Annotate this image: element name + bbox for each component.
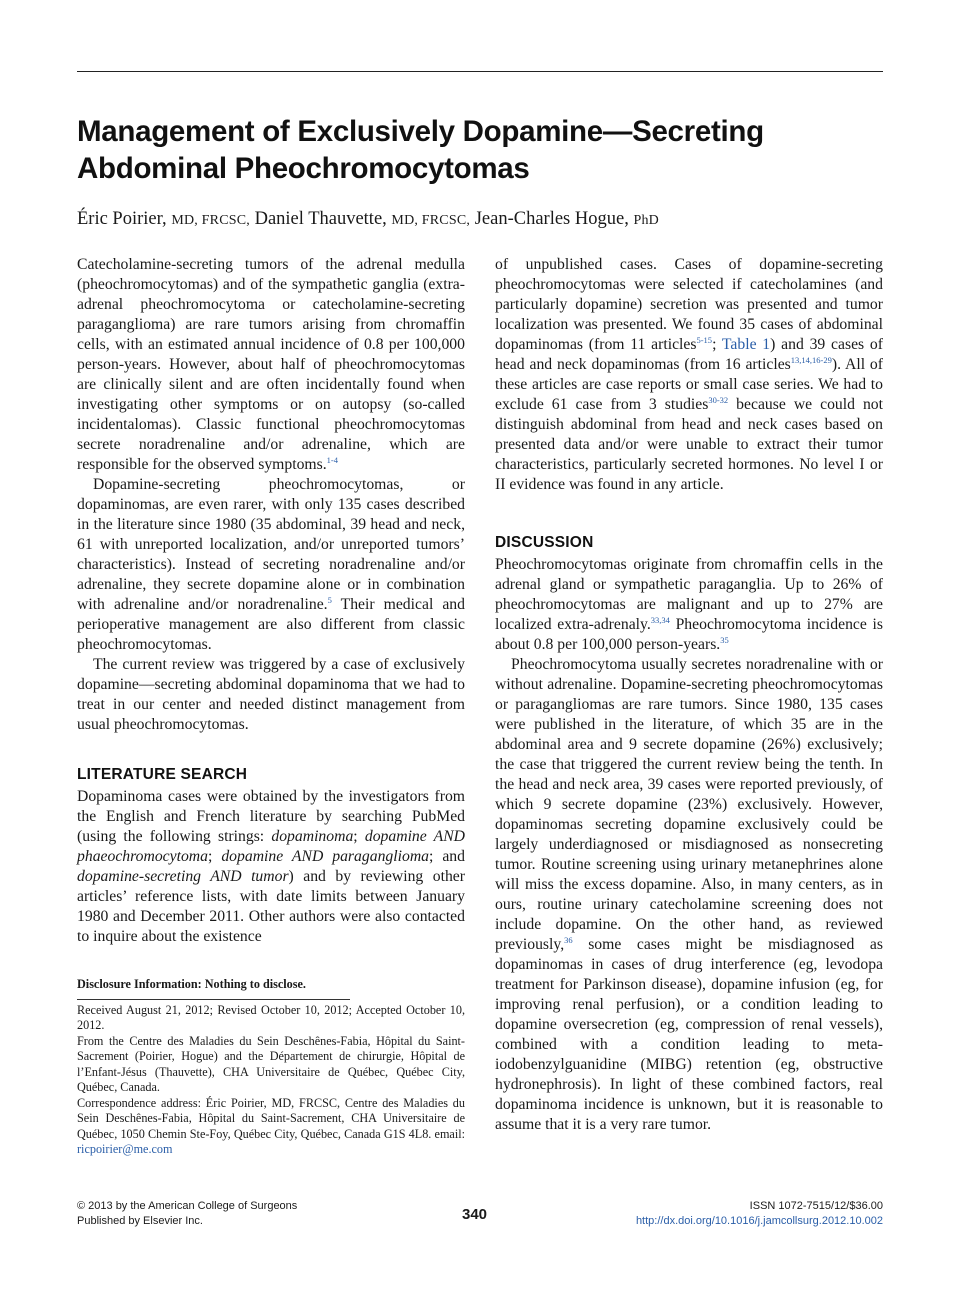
footnotes bbox=[77, 977, 465, 1158]
intro-paragraph-2: Dopamine-secreting pheochromocytomas, or dopaminomas, are even rarer, with only 135 cases described in the literature since 1980 (35 abdominal, 39 head and neck, 61 with unreported localization, and/or unreported tumors’ characteristics). Instead of secreting noradrenaline and/or adrenaline, they secrete dopamine alone or in combination with adrenaline and/or noradrenaline.$^5$ Their medical and perioperative management are also different from classic pheochromocytomas. bbox=[77, 476, 465, 653]
citation-link[interactable]: 5-15 bbox=[696, 334, 713, 345]
section-heading-discussion: DISCUSSION bbox=[495, 534, 594, 551]
email-link[interactable]: ricpoirier@me.com bbox=[77, 1142, 173, 1156]
citation-link[interactable]: 30-32 bbox=[708, 394, 729, 405]
top-rule bbox=[77, 71, 883, 72]
author-degrees: MD, FRCSC, bbox=[391, 213, 471, 228]
author-degrees: MD, FRCSC, bbox=[171, 213, 250, 228]
correspondence: Correspondence address: Éric Poirier, MD, FRCSC, Centre des Maladies du Sein Deschênes-Fabia, Hôpital du Saint-Sacrement, CHA Universitaire de Québec, 1050 Chemin Ste-Foy, Québec City, Québec, Canada G1S 4L8. email: ricpoirier@me.com bbox=[77, 1095, 465, 1156]
doi-link[interactable]: http://dx.doi.org/10.1016/j.jamcollsurg.2012.10.002 bbox=[635, 1215, 883, 1227]
citation-link[interactable]: 36 bbox=[564, 934, 573, 945]
citation-link[interactable]: 1-4 bbox=[326, 454, 338, 465]
left-column bbox=[77, 255, 465, 947]
author-list bbox=[77, 209, 883, 230]
discussion-paragraph-1: Pheochromocytomas originate from chromaffin cells in the adrenal gland or sympathetic paraganglia. Up to 26% of pheochromocytomas are malignant and up to 27% are localized extra-adrenaly.$^{33,34}$ Pheochromocytoma incidence is about 0.8 per 100,000 person-years.$^{35}$ bbox=[495, 556, 883, 653]
right-column bbox=[495, 255, 883, 1135]
page-number: 340 bbox=[462, 1206, 488, 1223]
discussion-paragraph-2: Pheochromocytoma usually secretes noradrenaline with or without adrenaline. Dopamine-secreting pheochromocytomas or paragangliomas are rare tumors. Since 1980, 135 cases were published in the literature, of which 35 are in the abdominal area and 9 secrete dopamine (26%) exclusively; the case that triggered the current review being the tenth. In the head and neck area, 39 cases were reported previously, of which 9 secrete dopamine (23%) exclusively. However, dopaminomas secreting dopamine exclusively could be largely underdiagnosed or misdiagnosed as nonsecreting tumor. Routine screening using urinary metanephrines alone will miss the excess dopamine. Also, in many centers, as in ours, routine urinary catecholamine screening does not include dopamine. On the other hand, as reviewed previously,$^{36}$ some cases might be misdiagnosed as dopaminomas in cases of drug interference (eg, levodopa treatment for Parkinson disease), dopamine infusion (eg, for improving renal perfusion), or a condition leading to dopamine oversecretion (eg, compression of renal vessels), combined with a condition leading to meta-iodobenzylguanidine (MIBG) retention (eg, obstructive hydronephrosis). In light of these combined factors, real dopaminoma incidence is unknown, but it is reasonable to assume that it is a very rare tumor. bbox=[495, 656, 883, 1133]
received-dates: Received August 21, 2012; Revised October 10, 2012; Accepted October 10, 2012. bbox=[77, 1002, 465, 1032]
author-degrees: PhD bbox=[633, 213, 659, 228]
title-line-1: Management of Exclusively Dopamine—Secreting bbox=[77, 115, 764, 148]
citation-link[interactable]: 33,34 bbox=[650, 614, 670, 625]
literature-paragraph: Dopaminoma cases were obtained by the investigators from the English and French literature by searching PubMed (using the following strings: dopaminoma; dopamine AND phaeochromocytoma; dopamine AND paraganglioma; and dopamine-secreting AND tumor) and by reviewing other articles’ reference lists, with date limits between January 1980 and December 2011. Other authors were also contacted to inquire about the existence bbox=[77, 788, 466, 945]
table-link[interactable]: Table 1 bbox=[721, 336, 771, 353]
footer-left bbox=[77, 1199, 297, 1229]
copyright: © 2013 by the American College of Surgeons bbox=[77, 1200, 298, 1212]
footer-right bbox=[636, 1199, 883, 1229]
footnote-rule bbox=[77, 999, 350, 1000]
intro-paragraph-3: The current review was triggered by a case of exclusively dopamine—secreting abdominal dopaminoma that we had to treat in our center and needed distinct management from usual pheochromocytomas. bbox=[77, 656, 465, 733]
disclosure: Disclosure Information: Nothing to disclose. bbox=[77, 977, 306, 991]
citation-link[interactable]: 35 bbox=[720, 634, 729, 645]
author-name: Éric Poirier, bbox=[77, 209, 167, 229]
article-title bbox=[77, 113, 883, 187]
section-heading-literature: LITERATURE SEARCH bbox=[77, 766, 248, 783]
citation-link[interactable]: 5 bbox=[327, 594, 332, 605]
affiliation: From the Centre des Maladies du Sein Deschênes-Fabia, Hôpital du Saint-Sacrement (Poirier, Hogue) and the Département de chirurgie, Hôpital de l’Enfant-Jésus (Thauvette), CHA Universitaire de Québec, Québec City, Québec, Canada. bbox=[77, 1033, 465, 1094]
issn: ISSN 1072-7515/12/$36.00 bbox=[749, 1200, 883, 1212]
citation-link[interactable]: 13,14,16-29 bbox=[790, 354, 832, 365]
literature-paragraph-cont: of unpublished cases. Cases of dopamine-secreting pheochromocytomas were selected if catecholamines (and particularly dopamine) secretion was presented and tumor localization was presented. We found 35 cases of abdominal dopaminomas (from 11 articles$^{5-15}$; Table 1) and 39 cases of head and neck dopaminomas (from 16 articles$^{13,14,16-29}$). All of these articles are case reports or small case series. We had to exclude 61 case from 3 studies$^{30-32}$ because we could not distinguish abdominal from head and neck cases based on presented data and/or were unable to extract their tumor characteristics, particularly secreted hormones. No level I or II evidence was found in any article. bbox=[495, 256, 883, 493]
title-line-2: Abdominal Pheochromocytomas bbox=[77, 152, 530, 185]
publisher: Published by Elsevier Inc. bbox=[77, 1215, 203, 1227]
author-name: Daniel Thauvette, bbox=[254, 209, 387, 229]
author-name: Jean-Charles Hogue, bbox=[474, 209, 629, 229]
intro-paragraph-1: Catecholamine-secreting tumors of the adrenal medulla (pheochromocytomas) and of the sympathetic ganglia (extra-adrenal pheochromocytoma or catecholamine-secreting paraganglioma) are rare tumors arising from chromaffin cells, with an estimated annual incidence of 0.8 per 100,000 person-years. However, about half of pheochromocytomas are clinically silent and are often incidentally found when investigating other symptoms or on autopsy (so-called incidentalomas). Classic functional pheochromocytomas secrete noradrenaline and/or adrenaline, which are responsible for the observed symptoms.$^{1-4}$ bbox=[77, 256, 465, 473]
